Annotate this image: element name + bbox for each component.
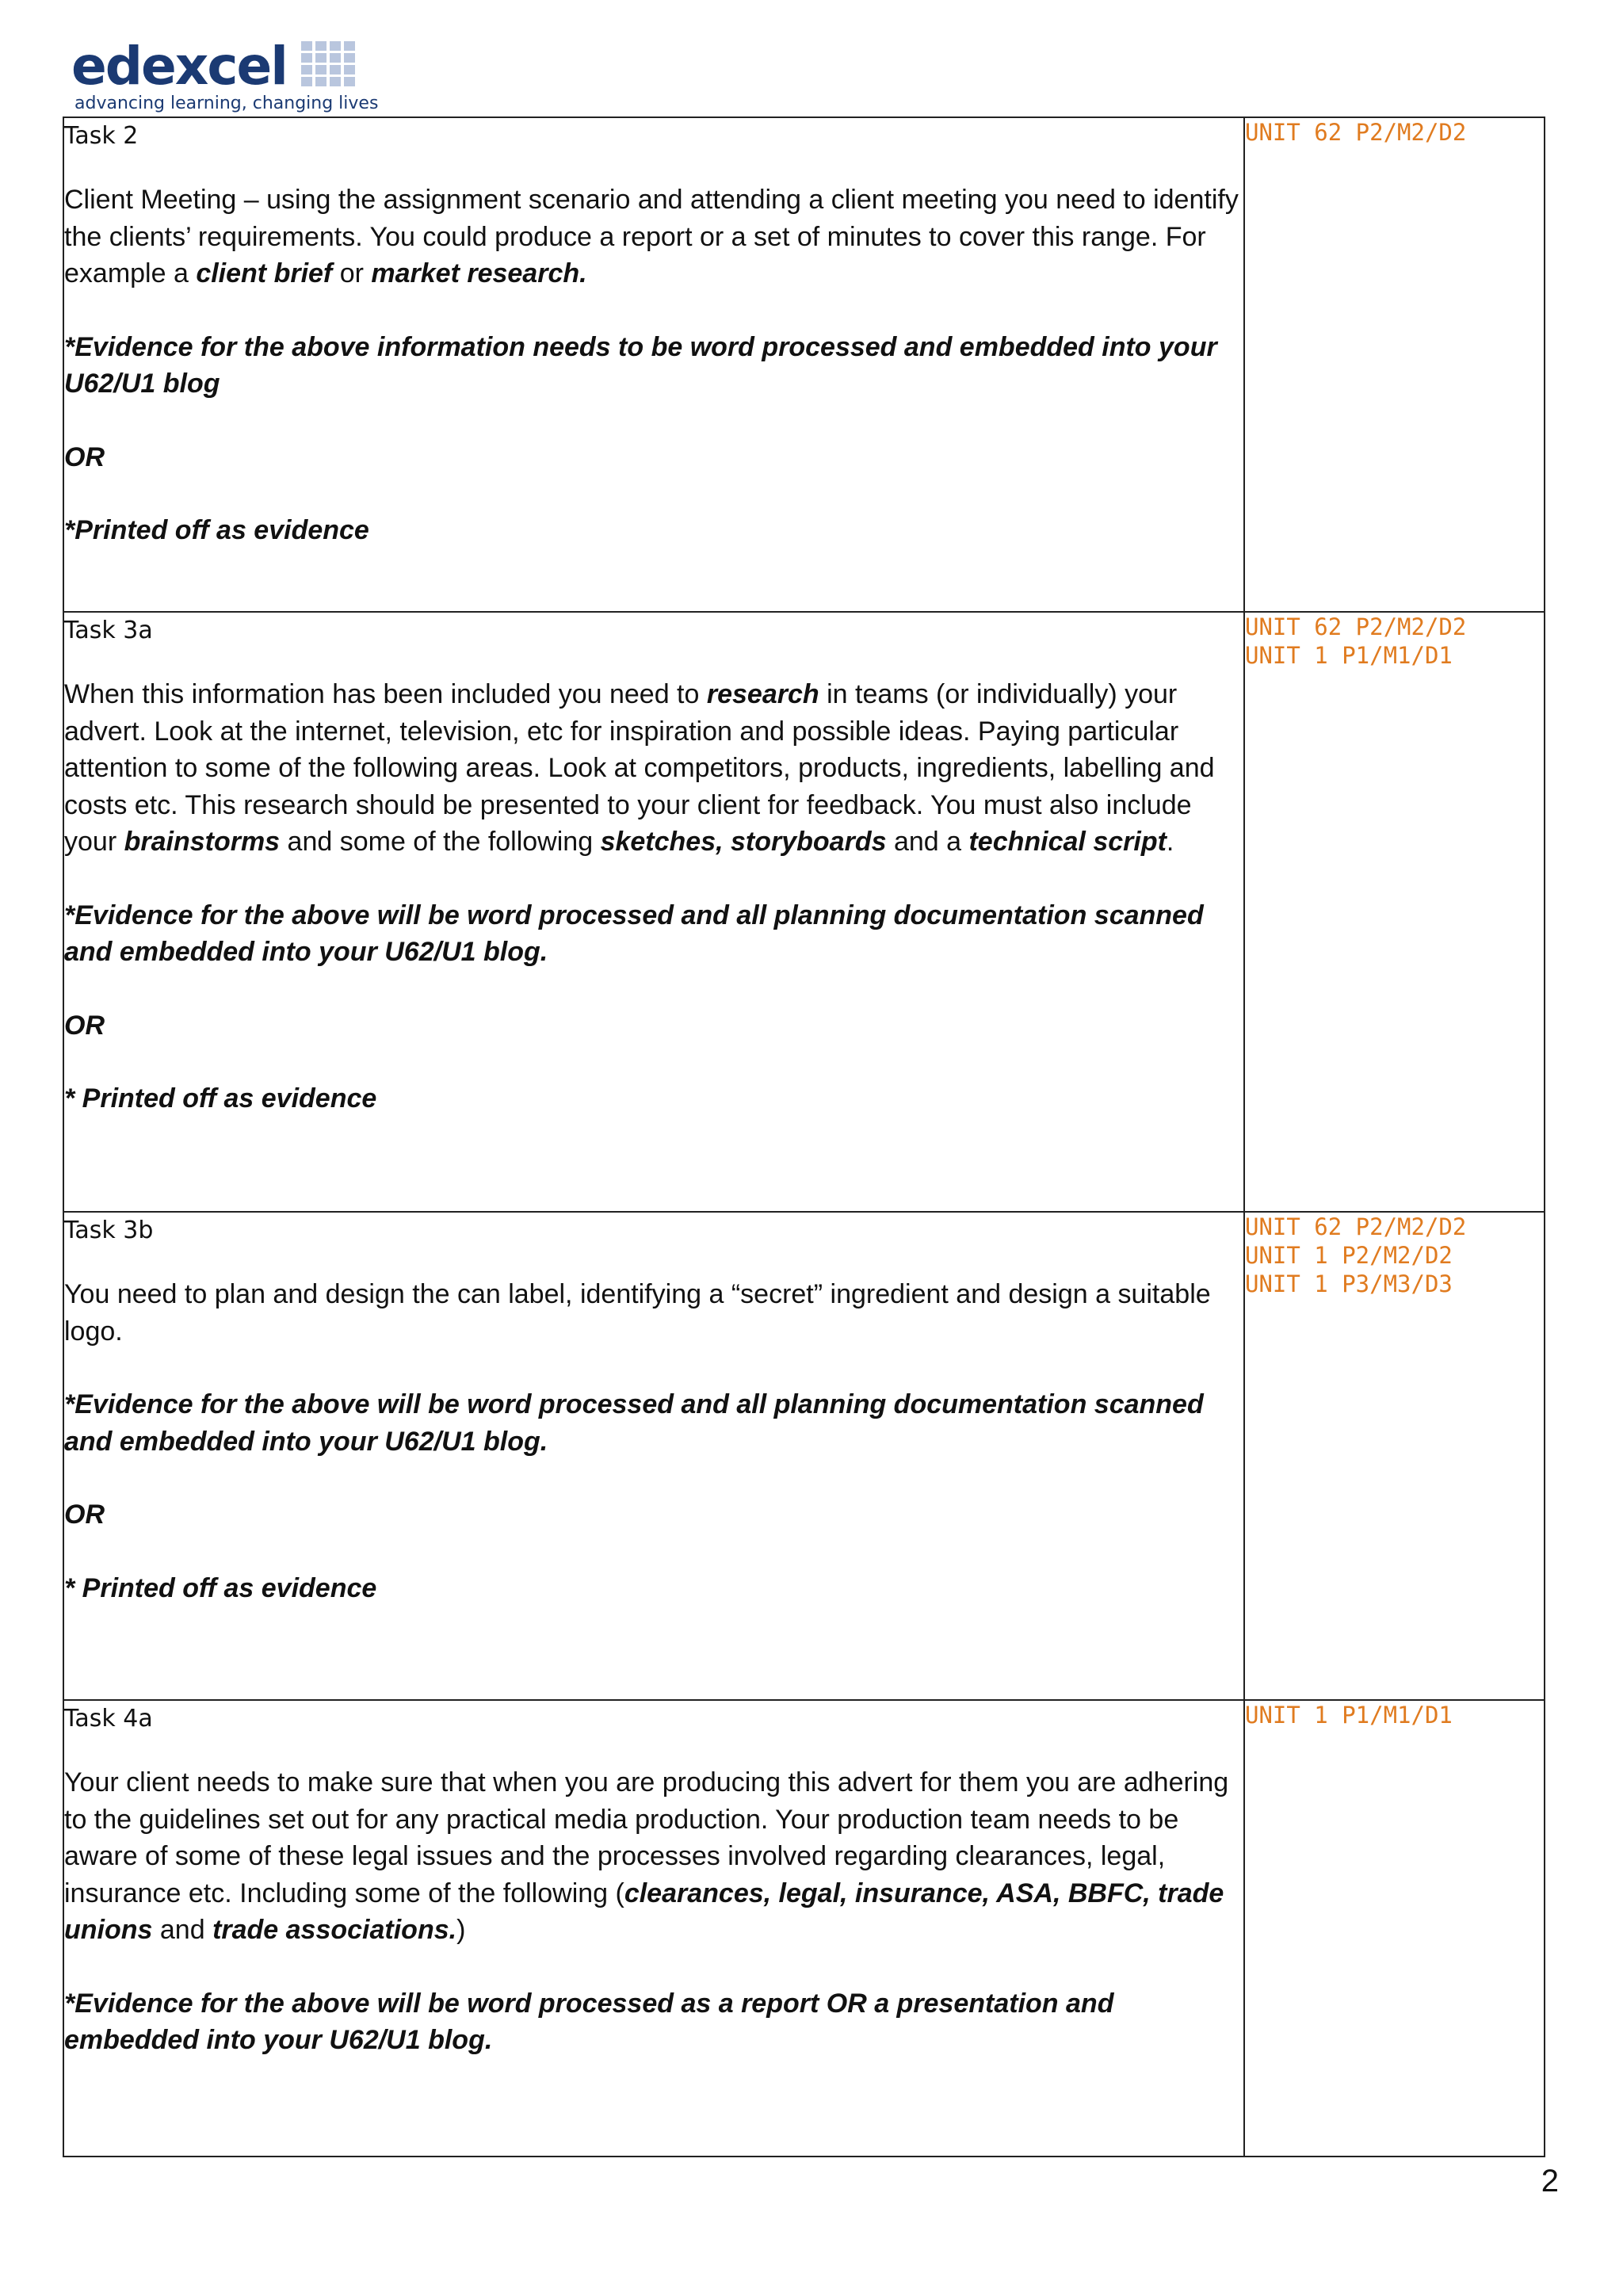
unit-criteria-cell	[1244, 612, 1545, 1212]
emphasis-text: client brief	[196, 258, 333, 288]
text-run: .	[1166, 827, 1174, 857]
task-description-cell	[63, 612, 1244, 1212]
text-run: Client Meeting – using the assignment scenario and attending a client meeting you need to identify the clients’ requirements. You could produce a report or a set of minutes to cover this range. For example a	[64, 185, 1239, 288]
unit-criteria: UNIT 1 P1/M1/D1	[1245, 642, 1453, 669]
task-row-3b	[63, 1212, 1545, 1700]
text-run: or	[332, 258, 372, 288]
emphasis-text: technical script	[968, 827, 1167, 857]
text-run: When this information has been included you need to	[64, 679, 707, 709]
task-label: Task 2	[64, 122, 139, 150]
task-description	[64, 676, 1243, 861]
evidence-note: *Evidence for the above will be word processed and all planning documentation scanned and embedded into your U62/U1 blog.	[64, 900, 1204, 967]
emphasis-text: trade associations.	[212, 1915, 457, 1945]
text-run: and	[152, 1915, 213, 1945]
task-table	[63, 117, 1545, 2157]
edexcel-logo	[71, 35, 379, 114]
unit-criteria: UNIT 1 P1/M1/D1	[1245, 1702, 1453, 1729]
task-description-cell	[63, 117, 1244, 612]
emphasis-text: brainstorms	[124, 827, 281, 857]
or-label: OR	[64, 1010, 105, 1041]
task-description-cell	[63, 1212, 1244, 1700]
emphasis-text: research	[706, 679, 819, 709]
unit-criteria-cell	[1244, 1212, 1545, 1700]
logo-tagline: advancing learning, changing lives	[74, 94, 379, 113]
or-label: OR	[64, 441, 105, 472]
unit-criteria-cell	[1244, 1700, 1545, 2157]
evidence-note: *Evidence for the above information needs to be word processed and embedded into your U62/U1 blog	[64, 331, 1217, 399]
text-run: Your client needs to make sure that when you are producing this advert for them you are adhering to the guidelines set out for any practical media production. Your production team needs to be aware of some of these legal issues and the processes involved regarding clearances, legal, insurance etc. Including some of the following (	[64, 1767, 1229, 1908]
task-label: Task 3a	[64, 617, 153, 644]
emphasis-text: sketches, storyboards	[600, 827, 887, 857]
text-run: and some of the following	[280, 827, 601, 857]
task-label: Task 3b	[64, 1217, 154, 1244]
unit-criteria-cell	[1244, 117, 1545, 612]
text-run: )	[456, 1915, 466, 1945]
printed-note: * Printed off as evidence	[64, 1083, 377, 1114]
text-run: and a	[886, 827, 969, 857]
page-number: 2	[1541, 2164, 1559, 2199]
unit-criteria: UNIT 62 P2/M2/D2	[1245, 119, 1467, 146]
task-description	[64, 1764, 1243, 1949]
evidence-note: *Evidence for the above will be word processed as a report OR a presentation and embedded into your U62/U1 blog.	[64, 1988, 1114, 2055]
task-description	[64, 1276, 1243, 1350]
printed-note: *Printed off as evidence	[64, 515, 369, 545]
logo-grid-icon	[301, 41, 355, 87]
printed-note: * Printed off as evidence	[64, 1572, 377, 1603]
unit-criteria: UNIT 1 P3/M3/D3	[1245, 1270, 1453, 1297]
task-label: Task 4a	[64, 1705, 153, 1733]
text-run: in teams (or individually) your advert. Look at the internet, television, etc for inspiration and possible ideas. Paying particular attention to some of the following areas. Look at competitors, products, ingredients, labelling and costs etc. This research should be presented to your client for feedback. You must also include your	[64, 679, 1215, 857]
task-row-2	[63, 117, 1545, 612]
emphasis-text: clearances, legal, insurance, ASA, BBFC, trade unions	[64, 1878, 1224, 1945]
unit-criteria: UNIT 62 P2/M2/D2	[1245, 613, 1467, 640]
or-label: OR	[64, 1499, 105, 1530]
task-description-cell	[63, 1700, 1244, 2157]
unit-criteria: UNIT 62 P2/M2/D2	[1245, 1213, 1467, 1240]
task-description	[64, 181, 1243, 292]
emphasis-text: market research.	[371, 258, 587, 288]
text-run: You need to plan and design the can label, identifying a “secret” ingredient and design a suitable logo.	[64, 1279, 1211, 1347]
task-row-3a	[63, 612, 1545, 1212]
unit-criteria: UNIT 1 P2/M2/D2	[1245, 1242, 1453, 1269]
evidence-note: *Evidence for the above will be word processed and all planning documentation scanned and embedded into your U62/U1 blog.	[64, 1389, 1204, 1457]
logo-wordmark: edexcel	[71, 36, 287, 97]
task-row-4a	[63, 1700, 1545, 2157]
